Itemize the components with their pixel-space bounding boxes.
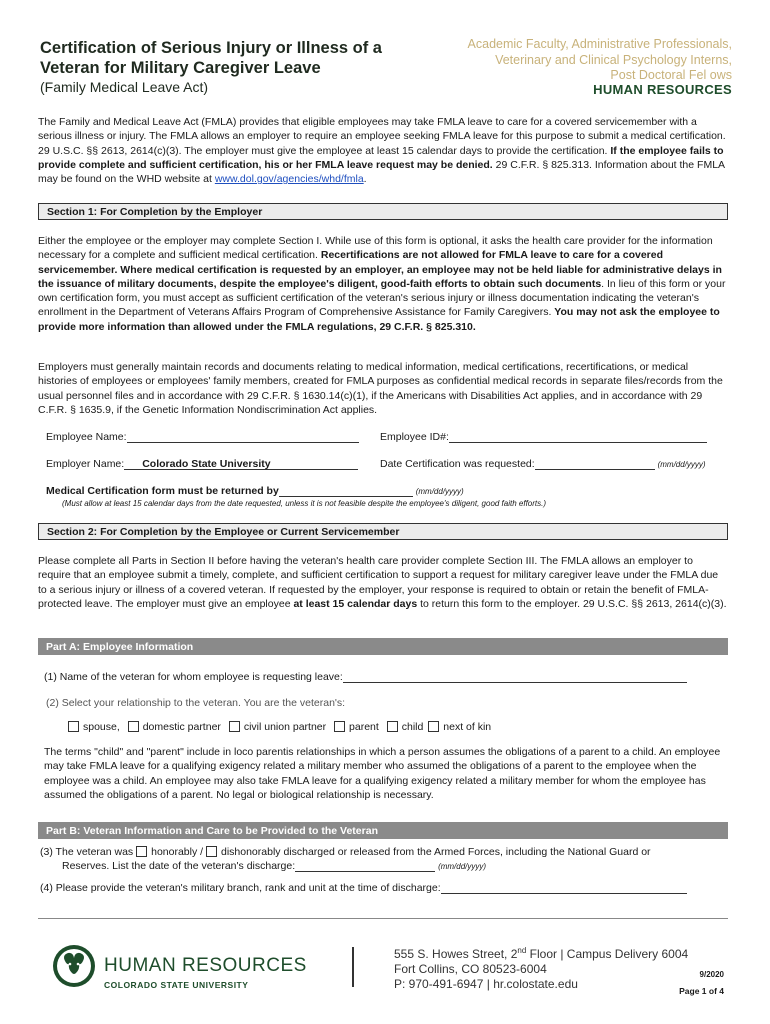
option-parent[interactable]: parent (334, 721, 379, 733)
section1-paragraph1: Either the employee or the employer may complete Section I. While use of this form is optional, it asks the health care provider for the information necessary for a complete and sufficient medical certification. Recertifications are not allowed for FMLA leave to care for a covered servicemember. Where medical certification is requested by an employer, an employee may not be held liable for administrative delays in the issuance of military documents, despite the employee's diligent, good-faith efforts to obtain such documents. In lieu of this form or your own certification form, you must accept as sufficient certification of the veteran's serious injury or illness documentation indicating the veteran's enrollment in the Department of Veterans Affairs Program of Comprehensive Assistance for Family Caregivers. You may not ask the employee to provide more information than allowed under the FMLA regulations, 29 C.F.R. § 825.310. (38, 235, 726, 333)
return-by-field: Medical Certification form must be returned by (mm/dd/yyyy) (46, 485, 464, 497)
whd-website-link[interactable]: www.dol.gov/agencies/whd/fmla (214, 173, 364, 186)
discharge-status-field: (3) The veteran was honorably / dishonorably discharged or released from the Armed Forces, including the National Guard or (40, 846, 651, 858)
section2-heading: Section 2: For Completion by the Employee or Current Servicemember (38, 523, 728, 540)
civil-union-partner-checkbox[interactable] (229, 721, 240, 732)
section1-heading: Section 1: For Completion by the Employer (38, 203, 728, 220)
spouse-checkbox[interactable] (68, 721, 79, 732)
veteran-name-field: (1) Name of the veteran for whom employee is requesting leave: (44, 671, 687, 683)
employer-name-field: Employer Name: Colorado State University (46, 458, 358, 470)
footer-address: 555 S. Howes Street, 2nd Floor | Campus Delivery 6004 Fort Collins, CO 80523-6004 P: 970-491-6947 | hr.colostate.edu (394, 946, 689, 991)
section2-paragraph: Please complete all Parts in Section II before having the veteran's health care provider complete Section III. The FMLA allows an employer to require that an employee submit a timely, complete, and sufficient certification to support a request for military caregiver leave under the FMLA due to a serious injury or illness of a covered veteran. If requested by the employer, your response is required to obtain or retain the benefit of FMLA-protected leave. The employer must give an employee at least 15 calendar days to return this form to the employer. 29 U.S.C. §§ 2613, 2614(c)(3). (38, 555, 727, 610)
relationship-note: The terms "child" and "parent" include in loco parentis relationships in which a person assumes the obligations of a parent to a child. An employee may take FMLA leave for a qualifying exigency related a military member who assumed the obligations of a parent to the employee when the employee was a child. An employee may also take FMLA leave for a qualifying exigency related a military member for whom the employee has assumed the obligations of a parent. No legal or biological relationship is necessary. (44, 746, 721, 801)
veteran-name-input[interactable] (343, 672, 687, 683)
intro-paragraph: The Family and Medical Leave Act (FMLA) provides that eligible employees may take FMLA leave to care for a covered servicemember with a serious illness or injury. The FMLA allows an employer to require an employee seeking FMLA leave for this purpose to submit a medical certification. 29 U.S.C. §§ 2613, 2614(c)(3). The employer must give the employee at least 15 calendar days to provide the certification. If the employee fails to provide complete and sufficient certification, his or her FMLA leave request may be denied. 29 C.F.R. § 825.313. Information about the FMLA may be found on the WHD website at www.dol.gov/agencies/whd/fmla. (38, 116, 726, 186)
discharge-date-field: Reserves. List the date of the veteran's discharge: (mm/dd/yyyy) (62, 860, 487, 872)
employee-id-input[interactable] (449, 432, 707, 443)
honorably-checkbox[interactable] (136, 846, 147, 857)
employee-id-field: Employee ID#: (380, 431, 707, 443)
footer-divider (38, 918, 728, 919)
option-child[interactable]: child (387, 721, 424, 733)
return-by-input[interactable] (279, 486, 413, 497)
csu-ram-logo-icon (52, 944, 96, 988)
military-branch-field: (4) Please provide the veteran's military branch, rank and unit at the time of discharge: (40, 882, 687, 894)
header-human-resources: HUMAN RESOURCES (593, 82, 732, 97)
option-domestic-partner[interactable]: domestic partner (128, 721, 221, 733)
form-subtitle: (Family Medical Leave Act) (40, 79, 209, 95)
relationship-question: (2) Select your relationship to the veteran. You are the veteran's: (46, 697, 346, 709)
return-note: (Must allow at least 15 calendar days from the date requested, unless it is not feasible despite the employee's diligent, good faith efforts.) (62, 499, 547, 508)
form-title: Certification of Serious Injury or Illness of a Veteran for Military Caregiver Leave (40, 39, 382, 77)
employee-name-input[interactable] (127, 432, 359, 443)
option-next-of-kin[interactable]: next of kin (428, 721, 491, 733)
page-number: Page 1 of 4 (679, 986, 724, 996)
next-of-kin-checkbox[interactable] (428, 721, 439, 732)
dishonorably-checkbox[interactable] (206, 846, 217, 857)
section1-paragraph2: Employers must generally maintain records and documents relating to medical information, medical certifications, recertifications, or medical histories of employees or employees' family members, created for FMLA purposes as confidential medical records in separate files/records from the usual personnel files and in accordance with 29 C.F.R. § 1630.14(c)(1), if the Americans with Disabilities Act applies, and in accordance with 29 C.F.R. § 1635.9, if the Genetic Information Nondiscrimination Act applies. (38, 361, 723, 416)
option-spouse[interactable]: spouse, (68, 721, 120, 733)
footer-vertical-divider (352, 947, 354, 987)
domestic-partner-checkbox[interactable] (128, 721, 139, 732)
discharge-date-input[interactable] (295, 861, 435, 872)
date-requested-input[interactable] (535, 459, 655, 470)
employee-name-field: Employee Name: (46, 431, 359, 443)
part-b-heading: Part B: Veteran Information and Care to be Provided to the Veteran (38, 822, 728, 839)
employer-name-input[interactable]: Colorado State University (124, 458, 358, 470)
child-checkbox[interactable] (387, 721, 398, 732)
option-civil-union-partner[interactable]: civil union partner (229, 721, 326, 733)
military-branch-input[interactable] (441, 883, 687, 894)
revision-date: 9/2020 (699, 970, 724, 979)
relationship-options (68, 721, 491, 733)
department-info: Academic Faculty, Administrative Professionals, Veterinary and Clinical Psychology Interns, Post Doctoral Fel ows (467, 37, 732, 82)
part-a-heading: Part A: Employee Information (38, 638, 728, 655)
footer-university: COLORADO STATE UNIVERSITY (104, 980, 249, 990)
parent-checkbox[interactable] (334, 721, 345, 732)
date-requested-field: Date Certification was requested: (mm/dd/yyyy) (380, 458, 706, 470)
footer-human-resources: HUMAN RESOURCES (104, 955, 307, 976)
